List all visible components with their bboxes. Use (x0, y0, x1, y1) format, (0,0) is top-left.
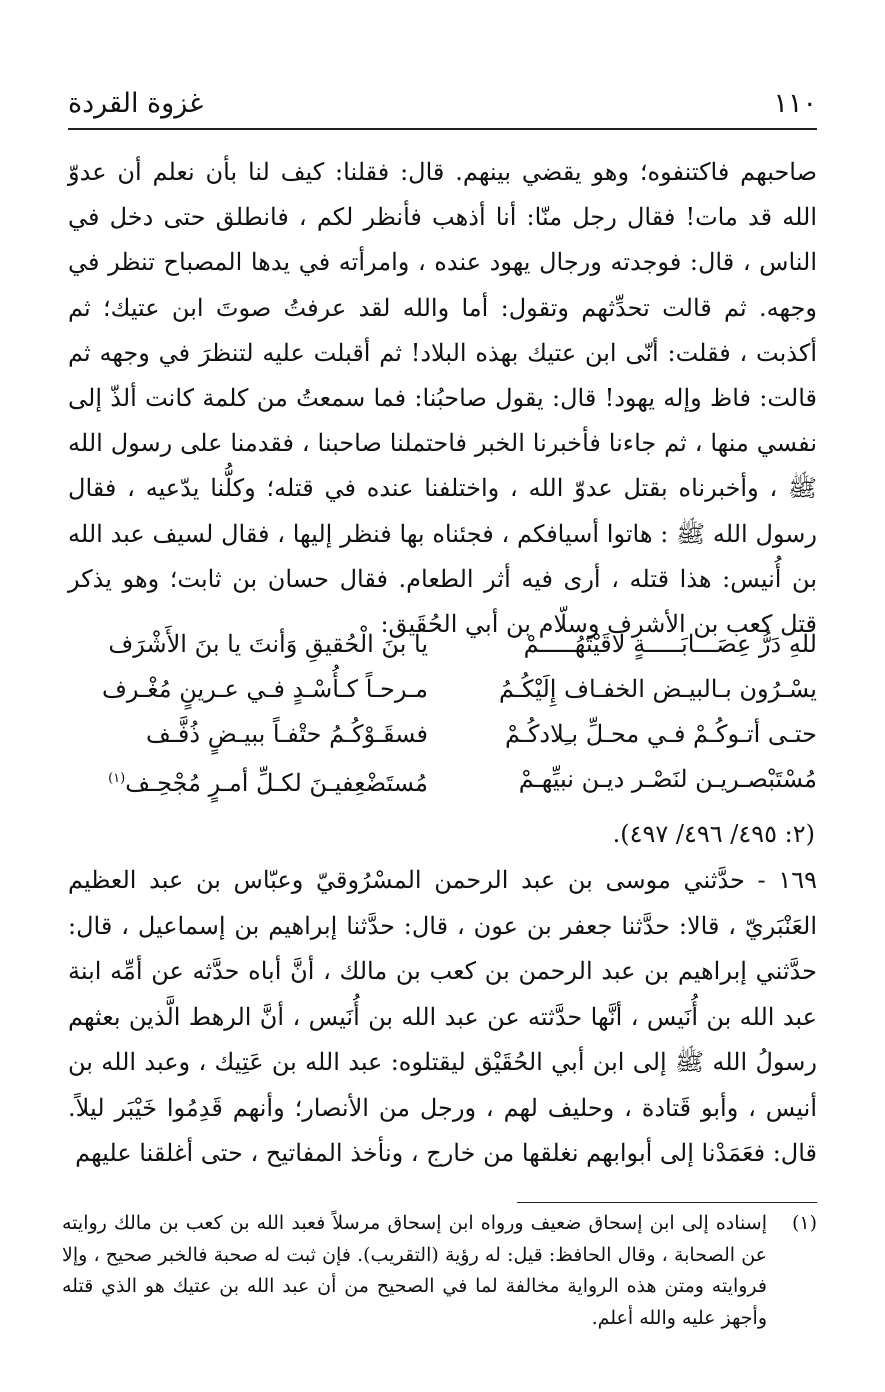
verse-first-hemistich: حتـى أتـوكُـمْ فـي محـلِّ بـِلادكُـمْ (504, 720, 817, 748)
verse-second-hemistich: يا بنَ الْحُقيقِ وَأنتَ يا بنَ الأَشْرَف (108, 630, 428, 658)
narrative-text (68, 150, 817, 647)
poem-verse-4 (68, 757, 817, 801)
poem (68, 622, 817, 798)
body-paragraph: صاحبهم فاكتنفوه؛ وهو يقضي بينهم. قال: فقلنا: كيف لنا بأن نعلم أن عدوّ الله قد مات! فقال رجل منّا: أنا أذهب فأنظر لكم ، فانطلق حتى دخل في الناس ، قال: فوجدته ورجال يهود عنده ، وامرأته في يدها المصباح تنظر في وجهه. ثم قالت تحدِّثهم وتقول: أما والله لقد عرفتُ صوتَ ابن عتيك؛ ثم أكذبت ، فقلت: أنّى ابن عتيك بهذه البلاد! ثم أقبلت عليه لتنظرَ في وجهه ثم قالت: فاظ وإله يهود! قال: يقول صاحبُنا: فما سمعتُ من كلمة كانت ألذّ إلى نفسي منها ، ثم جاءنا فأخبرنا الخبر فاحتملنا صاحبنا ، فقدمنا على رسول الله ﷺ ، وأخبرناه بقتل عدوّ الله ، واختلفنا عنده في قتله؛ وكلُّنا يدّعيه ، فقال رسول الله ﷺ : هاتوا أسيافكم ، فجئناه بها فنظر إليها ، فقال لسيف عبد الله بن أُنيس: هذا قتله ، أرى فيه أثر الطعام. فقال حسان بن ثابت؛ وهو يذكر قتل كعب بن الأشرف وسلّام بن أبي الحُقَيق: (68, 158, 818, 639)
hadith-paragraph: ١٦٩ - حدَّثني موسى بن عبد الرحمن المسْرُوقيّ وعبّاس بن عبد العظيم العَنْبَريّ ، قالا: حدَّثنا جعفر بن عون ، قال: حدَّثنا إبراهيم بن إسماعيل ، قال: حدَّثني إبراهيم بن عبد الرحمن بن كعب بن مالك ، أنَّ أباه حدَّثه عن أمِّه ابنة عبد الله بن أُنَيس ، أنَّها حدَّثته عن عبد الله بن أُنَيس ، أنَّ الرهط الَّذين بعثهم رسولُ الله ﷺ إلى ابن أبي الحُقَيْق ليقتلوه: عبد الله بن عَتِيك ، وعبد الله بن أنيس ، وأبو قَتادة ، وحليف لهم ، ورجل من الأنصار؛ وأنهم قَدِمُوا خَيْبَر ليلاً. قال: فعَمَدْنا إلى أبوابهم نغلقها من خارج ، ونأخذ المفاتيح ، حتى أغلقنا عليهم (68, 866, 817, 1167)
verse-first-hemistich: يسْـرُون بـالبيـض الخفـاف إِلَيْكُـمُ (498, 675, 817, 703)
poem-verse-2 (68, 667, 817, 711)
verse-second-hemistich (68, 757, 428, 805)
footnote-text: إسناده إلى ابن إسحاق ضعيف ورواه ابن إسحاق مرسلاً فعبد الله بن كعب بن مالك روايته عن الصحابة ، وقال الحافظ: قيل: له رؤية (التقريب). فإن ثبت له صحبة فالخبر صحيح ، وإلا فروايته ومتن هذه الرواية مخالفة لما في الصحيح من أن عبد الله بن عتيك هو الذي قتله وأجهز عليه والله أعلم. (62, 1212, 767, 1329)
poem-verse-1 (68, 622, 817, 666)
source-reference: (٢: ٤٩٥/ ٤٩٦/ ٤٩٧). (612, 820, 815, 848)
verse-first-hemistich: للهِ دَرُّ عِصَـــابَـــــةٍ لاقَيْتَهُـــــمْ (523, 630, 817, 658)
footnote-divider (517, 1202, 817, 1203)
page-number: ١١٠ (773, 88, 817, 119)
verse-first-hemistich: مُسْتَبْصـريـن لنَصْـر ديـن نبيِّهـمْ (518, 765, 817, 793)
running-header (62, 82, 823, 126)
footnotes (62, 1208, 817, 1334)
verse-second-hemistich: فسقَـوْكُـمُ حتْفـاً ببيـضٍ ذُفَّـف (146, 720, 428, 748)
running-title: غزوة القردة (68, 88, 204, 119)
header-divider (68, 128, 817, 130)
poem-verse-3 (68, 712, 817, 756)
footnote-reference[interactable]: (١) (108, 771, 126, 786)
hemistich-text: مُستَضْعِفيـنَ لكـلِّ أمـرٍ مُجْحِـف (125, 769, 428, 797)
footnote-marker: (١) (791, 1212, 817, 1234)
verse-second-hemistich: مـرحـاً كـأُسْـدٍ فـي عـرينٍ مُغْـرف (102, 675, 428, 703)
